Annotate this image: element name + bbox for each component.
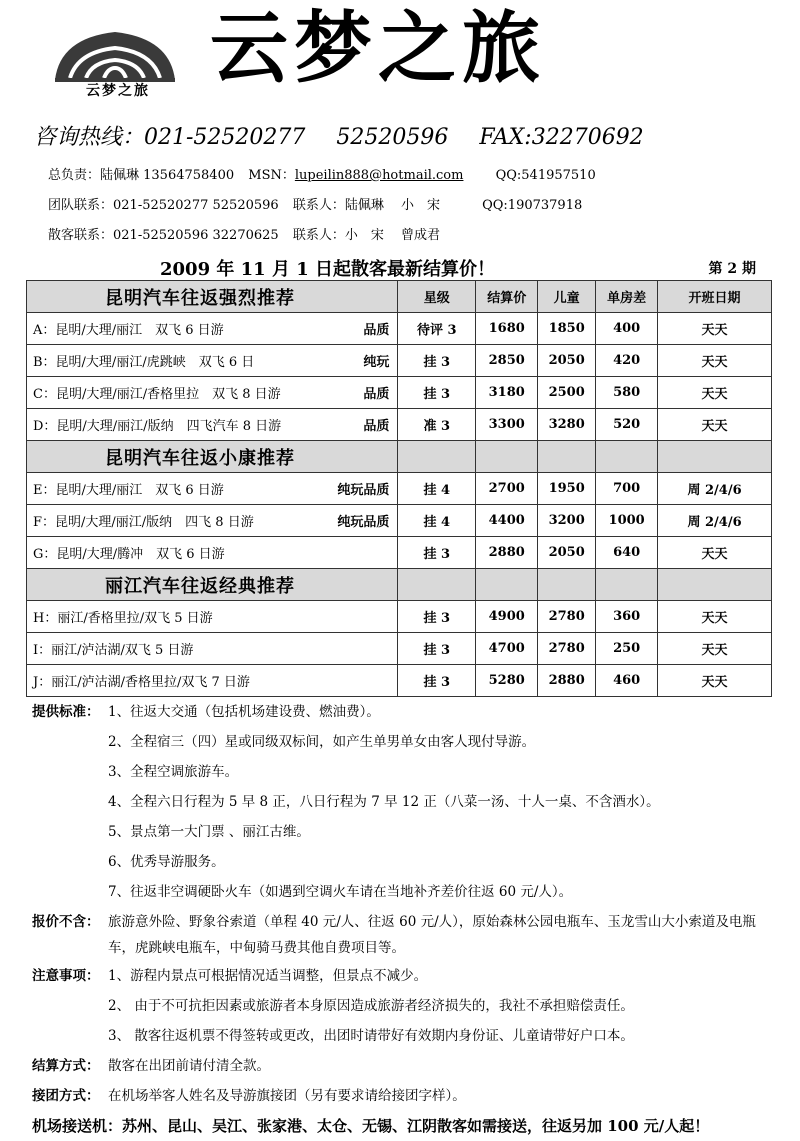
contact-line-3 (48, 224, 450, 243)
contact-line-2 (48, 194, 592, 213)
child-cell: 2050 (538, 537, 596, 569)
route-name: A：昆明/大理/丽江 双飞 6 日游 (33, 323, 224, 338)
section-title: 昆明汽车往返小康推荐 (27, 441, 398, 473)
date-cell: 天天 (658, 345, 772, 377)
column-header: 儿童 (538, 281, 596, 313)
star-cell: 挂 4 (398, 473, 476, 505)
msn-label: MSN： (248, 168, 295, 183)
issue-number: 第 2 期 (708, 261, 756, 277)
grade-label: 纯玩品质 (337, 515, 390, 530)
route-cell (27, 313, 398, 345)
contact-individual: 散客联系：021-52520596 32270625 (48, 228, 279, 243)
contact-qq-2: QQ:190737918 (482, 198, 583, 213)
section-header-cell (658, 569, 772, 601)
page-title: 2009 年 11 月 1 日起散客最新结算价！ (160, 259, 496, 280)
route-cell (27, 505, 398, 537)
grade-label: 纯玩品质 (337, 483, 390, 498)
pickup-text: 在机场举客人姓名及导游旗接团（另有要求请给接团字样）。 (108, 1088, 466, 1104)
single-cell: 360 (596, 601, 658, 633)
date-cell: 天天 (658, 633, 772, 665)
exclude-row (32, 907, 772, 961)
column-header: 结算价 (476, 281, 538, 313)
child-cell: 2780 (538, 633, 596, 665)
price-cell: 2880 (476, 537, 538, 569)
contact-line-1 (48, 164, 606, 183)
child-cell: 1950 (538, 473, 596, 505)
grade-label: 品质 (363, 387, 390, 402)
route-cell (27, 633, 398, 665)
pickup-label: 接团方式： (32, 1088, 100, 1104)
star-cell: 挂 3 (398, 665, 476, 697)
standard-item: 7、往返非空调硬卧火车（如遇到空调火车请在当地补齐差价往返 60 元/人）。 (108, 884, 573, 900)
table-row (27, 345, 772, 377)
contact-qq-1: QQ:541957510 (495, 168, 596, 183)
child-cell: 2500 (538, 377, 596, 409)
single-cell: 1000 (596, 505, 658, 537)
route-name: B：昆明/大理/丽江/虎跳峡 双飞 6 日 (33, 355, 255, 370)
route-name: D：昆明/大理/丽江/版纳 四飞汽车 8 日游 (33, 419, 282, 434)
table-row (27, 665, 772, 697)
title-bar (0, 255, 800, 279)
contact-team-person: 联系人：陆佩琳 小 宋 (292, 198, 440, 213)
attention-item: 1、游程内景点可根据情况适当调整，但景点不减少。 (108, 968, 428, 984)
route-cell (27, 473, 398, 505)
section-header-cell (596, 441, 658, 473)
logo-caption: 云梦之旅 (86, 83, 150, 99)
section-header-row (27, 281, 772, 313)
settle-text: 散客在出团前请付清全款。 (108, 1058, 270, 1074)
route-name: F：昆明/大理/丽江/版纳 四飞 8 日游 (33, 515, 254, 530)
hotline (34, 120, 668, 151)
child-cell: 3200 (538, 505, 596, 537)
single-cell: 700 (596, 473, 658, 505)
contact-team: 团队联系：021-52520277 52520596 (48, 198, 279, 213)
route-cell (27, 345, 398, 377)
table-row (27, 505, 772, 537)
grade-label: 纯玩 (363, 355, 390, 370)
single-cell: 460 (596, 665, 658, 697)
attention-item: 3、 散客往返机票不得签转或更改，出团时请带好有效期内身份证、儿童请带好户口本。 (108, 1028, 634, 1044)
contact-manager: 总负责：陆佩琳 13564758400 (48, 168, 235, 183)
standard-row (32, 697, 772, 727)
price-cell: 3180 (476, 377, 538, 409)
exclude-label: 报价不含： (32, 914, 100, 930)
section-header-cell (476, 441, 538, 473)
star-cell: 挂 3 (398, 601, 476, 633)
date-cell: 周 2/4/6 (658, 505, 772, 537)
date-cell: 天天 (658, 537, 772, 569)
section-header-cell (658, 441, 772, 473)
route-name: E：昆明/大理/丽江 双飞 6 日游 (33, 483, 224, 498)
hotline-phone-2: 52520596 (336, 125, 449, 150)
table-row (27, 377, 772, 409)
price-cell: 1680 (476, 313, 538, 345)
child-cell: 1850 (538, 313, 596, 345)
table-row (27, 313, 772, 345)
table-row (27, 601, 772, 633)
route-cell (27, 601, 398, 633)
route-name: H：丽江/香格里拉/双飞 5 日游 (33, 611, 213, 626)
section-header-cell (398, 569, 476, 601)
table-row (27, 473, 772, 505)
attention-item: 2、 由于不可抗拒因素或旅游者本身原因造成旅游者经济损失的，我社不承担赔偿责任。 (108, 998, 634, 1014)
settle-label: 结算方式： (32, 1058, 100, 1074)
section-title: 昆明汽车往返强烈推荐 (27, 281, 398, 313)
route-cell (27, 665, 398, 697)
date-cell: 天天 (658, 409, 772, 441)
standard-item: 2、全程宿三（四）星或同级双标间，如产生单男单女由客人现付导游。 (108, 734, 536, 750)
child-cell: 2050 (538, 345, 596, 377)
notes (32, 697, 772, 1141)
route-name: C：昆明/大理/丽江/香格里拉 双飞 8 日游 (33, 387, 281, 402)
route-cell (27, 377, 398, 409)
contact-individual-person: 联系人：小 宋 曾成君 (292, 228, 440, 243)
section-header-cell (596, 569, 658, 601)
column-header: 开班日期 (658, 281, 772, 313)
section-header-cell (476, 569, 538, 601)
date-cell: 天天 (658, 665, 772, 697)
child-cell: 2880 (538, 665, 596, 697)
child-cell: 3280 (538, 409, 596, 441)
star-cell: 挂 3 (398, 633, 476, 665)
single-cell: 580 (596, 377, 658, 409)
price-cell: 4700 (476, 633, 538, 665)
star-cell: 挂 3 (398, 537, 476, 569)
table-row (27, 537, 772, 569)
single-cell: 640 (596, 537, 658, 569)
pickup-row (32, 1081, 772, 1111)
route-cell (27, 409, 398, 441)
section-header-cell (398, 441, 476, 473)
standard-item: 1、往返大交通（包括机场建设费、燃油费）。 (108, 704, 380, 720)
star-cell: 挂 3 (398, 345, 476, 377)
msn-link[interactable]: lupeilin888@hotmail.com (294, 168, 464, 183)
date-cell: 天天 (658, 313, 772, 345)
route-name: G：昆明/大理/腾冲 双飞 6 日游 (33, 547, 225, 562)
standard-item: 4、全程六日行程为 5 早 8 正，八日行程为 7 早 12 正（八菜一汤、十人一桌、不含酒水）。 (108, 794, 660, 810)
settle-row (32, 1051, 772, 1081)
hotline-fax: FAX:32270692 (479, 125, 644, 150)
section-header-row (27, 569, 772, 601)
standard-item: 6、优秀导游服务。 (108, 854, 225, 870)
table-row (27, 633, 772, 665)
date-cell: 天天 (658, 377, 772, 409)
attention-label: 注意事项： (32, 968, 100, 984)
route-name: I：丽江/泸沽湖/双飞 5 日游 (33, 643, 194, 658)
route-cell (27, 537, 398, 569)
price-cell: 3300 (476, 409, 538, 441)
standard-item: 3、全程空调旅游车。 (108, 764, 239, 780)
star-cell: 待评 3 (398, 313, 476, 345)
price-cell: 2700 (476, 473, 538, 505)
column-header: 单房差 (596, 281, 658, 313)
child-cell: 2780 (538, 601, 596, 633)
date-cell: 天天 (658, 601, 772, 633)
hotline-phone: 咨询热线：021-52520277 (34, 125, 306, 150)
grade-label: 品质 (363, 323, 390, 338)
star-cell: 准 3 (398, 409, 476, 441)
star-cell: 挂 3 (398, 377, 476, 409)
section-title: 丽江汽车往返经典推荐 (27, 569, 398, 601)
single-cell: 420 (596, 345, 658, 377)
price-cell: 4400 (476, 505, 538, 537)
section-header-cell (538, 569, 596, 601)
price-cell: 4900 (476, 601, 538, 633)
grade-label: 品质 (363, 419, 390, 434)
attention-row (32, 961, 772, 991)
standard-item: 5、景点第一大门票 、丽江古维。 (108, 824, 310, 840)
column-header: 星级 (398, 281, 476, 313)
price-cell: 2850 (476, 345, 538, 377)
price-table (26, 280, 772, 697)
date-cell: 周 2/4/6 (658, 473, 772, 505)
star-cell: 挂 4 (398, 505, 476, 537)
single-cell: 250 (596, 633, 658, 665)
brand-title: 云梦之旅 (210, 3, 547, 94)
route-name: J：丽江/泸沽湖/香格里拉/双飞 7 日游 (33, 675, 250, 690)
section-header-cell (538, 441, 596, 473)
airport-transfer: 机场接送机：苏州、昆山、吴江、张家港、太仓、无锡、江阴散客如需接送，往返另加 100 元/人起！ (32, 1117, 710, 1135)
exclude-text: 旅游意外险、野象谷索道（单程 40 元/人、往返 60 元/人），原始森林公园电瓶车、玉龙雪山大小索道及电瓶车，虎跳峡电瓶车，中甸骑马费其他自费项目等。 (108, 914, 756, 956)
section-header-row (27, 441, 772, 473)
standard-label: 提供标准： (32, 704, 100, 720)
price-cell: 5280 (476, 665, 538, 697)
table-row (27, 409, 772, 441)
single-cell: 400 (596, 313, 658, 345)
single-cell: 520 (596, 409, 658, 441)
